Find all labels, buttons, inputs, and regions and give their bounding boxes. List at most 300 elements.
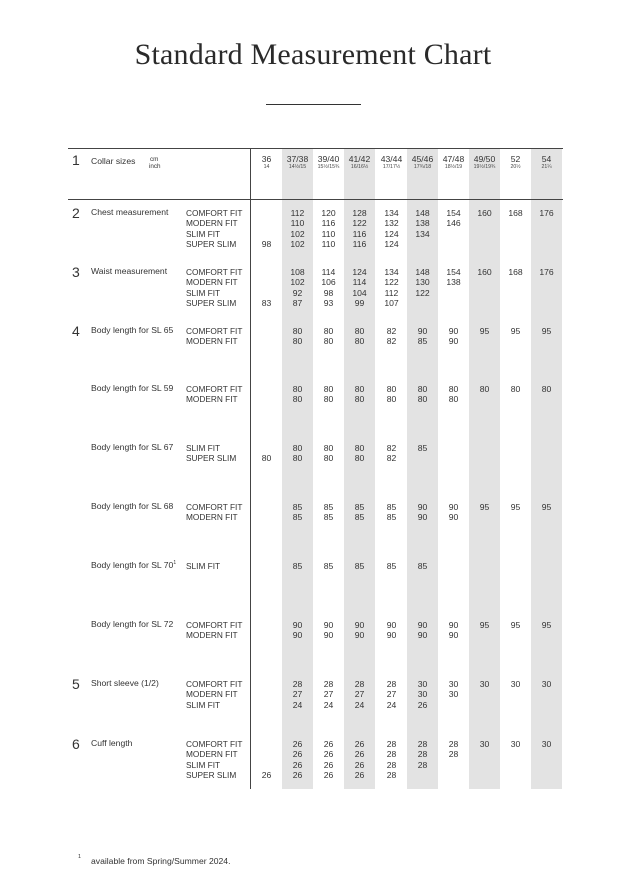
value-column [376,620,407,641]
value-column [469,679,500,689]
value-column [500,620,531,630]
measurement-value: 90 [354,620,365,630]
collar-size-cm: 36 [261,154,272,164]
measurement-value: 134 [384,267,399,277]
measurement-value: 154 [446,267,461,277]
value-column [407,679,438,710]
value-column [282,739,313,781]
value-column [469,620,500,630]
measurement-value: 128 [352,208,367,218]
measurement-value: 85 [292,561,303,571]
value-column [251,267,282,309]
measurement-value: 90 [354,630,365,641]
measurement-value: 99 [354,298,365,309]
fit-list [186,208,242,250]
value-column [282,502,313,523]
section-label-text: Body length for SL 68 [91,501,174,511]
fit-type: SLIM FIT [186,228,221,239]
measurement-value: 26 [323,759,334,770]
value-column [438,679,469,700]
measurement-value: 124 [352,267,367,277]
value-column [469,267,500,277]
measurement-value: 85 [354,512,365,523]
unit-inch: inch [149,163,161,170]
collar-size-cm: 45/46 [411,154,434,164]
measurement-value: 28 [417,739,428,749]
value-column [313,739,344,781]
measurement-value: 90 [448,630,459,641]
measurement-value: 120 [321,208,336,218]
measurement-value: 95 [479,326,490,336]
collar-size-header [438,154,469,171]
value-column [531,384,562,394]
table-top-rule [68,148,563,149]
value-column [376,739,407,781]
measurement-value: 85 [386,502,397,512]
measurement-value: 28 [386,749,397,760]
measurement-value: 30 [479,739,490,749]
measurement-value: 30 [448,679,459,689]
measurement-value: 30 [541,739,552,749]
measurement-value: 27 [354,689,365,700]
measurement-value: 80 [354,336,365,347]
fit-type: SUPER SLIM [186,298,237,309]
measurement-value: 134 [384,208,399,218]
measurement-value: 28 [292,679,303,689]
measurement-value: 138 [446,277,461,288]
value-column [344,561,375,571]
shaded-column [531,148,562,789]
section-number: 2 [72,205,80,221]
value-column [344,326,375,347]
measurement-value: 90 [417,620,428,630]
measurement-value: 95 [541,326,552,336]
value-column [469,739,500,749]
measurement-value: 90 [448,502,459,512]
measurement-value: 95 [510,502,521,512]
measurement-value: 90 [417,502,428,512]
measurement-value: 134 [415,228,430,239]
measurement-value: 138 [415,218,430,229]
measurement-value: 83 [261,298,272,309]
value-column [344,267,375,309]
section-label-text: Chest measurement [91,207,169,217]
value-column [251,443,282,464]
value-column [500,208,531,218]
collar-size-header [282,154,313,171]
collar-size-inch: 18½/19 [444,164,463,170]
measurement-value: 130 [415,277,430,288]
collar-size-inch: 17/17½ [382,164,401,170]
measurement-value: 90 [417,630,428,641]
collar-size-header [500,154,531,171]
measurement-value: 98 [323,287,334,298]
value-column [438,384,469,405]
value-column [282,384,313,405]
value-column [407,561,438,571]
measurement-value: 26 [354,770,365,781]
value-column [376,267,407,309]
section-label-text: Short sleeve (1/2) [91,678,159,688]
value-column [438,208,469,229]
measurement-value: 90 [292,620,303,630]
measurement-value: 80 [323,453,334,464]
fit-list [186,443,236,464]
value-column [469,208,500,218]
value-column [344,208,375,250]
measurement-value: 30 [417,689,428,700]
section-number: 5 [72,676,80,692]
section-label-text: Cuff length [91,738,133,748]
measurement-value [251,267,282,277]
measurement-value: 110 [321,228,336,239]
collar-size-header [469,154,500,171]
measurement-value [251,218,282,228]
measurement-value: 90 [292,630,303,641]
measurement-value: 80 [386,384,397,394]
value-column [313,443,344,464]
value-column [344,443,375,464]
measurement-value: 80 [354,453,365,464]
measurement-value: 80 [354,384,365,394]
fit-type: COMFORT FIT [186,384,243,394]
section-label-text: Waist measurement [91,266,168,276]
value-column [407,326,438,347]
measurement-value: 85 [323,502,334,512]
measurement-value: 80 [479,384,490,394]
measurement-value: 160 [477,208,492,218]
measurement-value: 90 [386,620,397,630]
measurement-value: 95 [510,326,521,336]
measurement-value [251,749,282,759]
measurement-value: 176 [539,267,554,277]
section-label-text: Body length for SL 59 [91,383,174,393]
measurement-value: 30 [541,679,552,689]
value-column [438,326,469,347]
fit-list [186,502,242,523]
value-column [282,208,313,250]
measurement-value: 80 [292,453,303,464]
measurement-value [251,760,282,770]
value-column [282,267,313,309]
measurement-value: 28 [323,679,334,689]
collar-size-inch: 19½/19¾ [473,164,496,170]
fit-type: SLIM FIT [186,287,221,298]
value-column [469,502,500,512]
measurement-value: 90 [323,620,334,630]
value-column [313,384,344,405]
collar-size-inch: 20½ [510,164,521,170]
measurement-value: 28 [417,749,428,760]
fit-type: SLIM FIT [186,759,221,770]
measurement-value: 168 [508,208,523,218]
measurement-value: 85 [323,512,334,523]
measurement-value: 80 [541,384,552,394]
measurement-value: 154 [446,208,461,218]
section-label [91,383,173,393]
measurement-value: 80 [448,384,459,394]
measurement-value: 26 [417,699,428,710]
value-column [344,739,375,781]
collar-size-inch: 17¾/18 [413,164,432,170]
value-column [407,739,438,770]
measurement-value: 24 [323,699,334,710]
fit-list [186,679,242,710]
footnote-text: available from Spring/Summer 2024. [91,856,231,866]
fit-type: MODERN FIT [186,336,238,347]
measurement-value: 90 [448,326,459,336]
measurement-value: 85 [323,561,334,571]
measurement-value: 80 [354,326,365,336]
measurement-value: 85 [292,502,303,512]
value-column [313,679,344,710]
fit-type: SLIM FIT [186,443,221,453]
measurement-value: 110 [321,239,336,250]
value-column [313,561,344,571]
measurement-value: 124 [384,239,399,250]
value-column [469,326,500,336]
section-label [91,738,132,748]
measurement-value: 90 [448,512,459,523]
collar-size-inch: 21¼ [541,164,552,170]
value-column [407,267,438,298]
measurement-value: 95 [541,620,552,630]
value-column [376,208,407,250]
collar-size-header [313,154,344,171]
collar-size-cm: 47/48 [442,154,465,164]
value-column [313,267,344,309]
measurement-value: 148 [415,208,430,218]
value-column [531,326,562,336]
value-column [438,620,469,641]
collar-size-cm: 43/44 [380,154,403,164]
measurement-value: 95 [479,502,490,512]
measurement-value: 95 [541,502,552,512]
measurement-value: 90 [448,620,459,630]
value-column [282,443,313,464]
value-column [531,739,562,749]
fit-type: MODERN FIT [186,689,238,700]
unit-legend [149,156,161,170]
section-label-text: Body length for SL 65 [91,325,174,335]
value-column [531,208,562,218]
measurement-value: 102 [290,228,305,239]
measurement-value: 28 [386,770,397,781]
value-column [282,679,313,710]
measurement-value: 30 [479,679,490,689]
measurement-value [251,208,282,218]
measurement-value: 85 [354,561,365,571]
measurement-value: 80 [386,394,397,405]
measurement-value: 90 [448,336,459,347]
measurement-value: 107 [384,298,399,309]
measurement-value: 112 [384,287,399,298]
measurement-value: 90 [386,630,397,641]
measurement-value: 80 [323,443,334,453]
measurement-value: 104 [352,287,367,298]
collar-size-cm: 39/40 [317,154,340,164]
measurement-value: 26 [261,770,272,781]
measurement-value: 124 [384,228,399,239]
value-column [251,739,282,781]
header-bottom-rule [68,199,563,200]
fit-list [186,739,242,781]
measurement-value: 24 [354,699,365,710]
measurement-value: 122 [352,218,367,229]
measurement-value: 28 [386,679,397,689]
value-column [531,502,562,512]
measurement-value: 80 [292,336,303,347]
collar-size-inch: 14½/15 [288,164,307,170]
measurement-value: 26 [354,739,365,749]
measurement-value: 108 [290,267,305,277]
measurement-value: 114 [321,267,336,277]
value-column [376,561,407,571]
value-column [251,208,282,250]
value-column [313,620,344,641]
collar-size-inch: 16/16½ [350,164,369,170]
measurement-value: 28 [448,749,459,760]
value-column [376,384,407,405]
measurement-value: 28 [448,739,459,749]
section-label [91,325,173,335]
measurement-value: 116 [352,239,367,250]
section-label [91,678,159,688]
measurement-value: 85 [417,443,428,453]
measurement-value: 80 [323,336,334,347]
measurement-value: 80 [292,326,303,336]
measurement-value: 85 [386,561,397,571]
value-column [500,679,531,689]
measurement-value: 80 [261,453,272,464]
measurement-value: 24 [386,699,397,710]
value-column [407,384,438,405]
collar-size-header [344,154,375,171]
fit-list [186,620,242,641]
collar-size-inch: 15½/15¾ [317,164,340,170]
measurement-value: 87 [292,298,303,309]
value-column [282,561,313,571]
measurement-value: 122 [415,287,430,298]
measurement-value: 26 [354,759,365,770]
measurement-value: 114 [352,277,367,288]
measurement-value [251,739,282,749]
unit-cm: cm [150,156,159,163]
measurement-value: 80 [448,394,459,405]
measurement-value: 106 [321,277,336,288]
measurement-value: 116 [352,228,367,239]
fit-type: COMFORT FIT [186,620,243,630]
value-column [376,443,407,464]
value-column [407,443,438,453]
footnote-mark: 1 [78,854,82,860]
value-column [344,384,375,405]
value-column [282,326,313,347]
measurement-value: 160 [477,267,492,277]
measurement-value: 82 [386,326,397,336]
measurement-value: 80 [292,443,303,453]
shaded-column [469,148,500,789]
collar-sizes-label: Collar sizes [91,156,136,166]
measurement-value: 85 [292,512,303,523]
value-column [438,739,469,760]
measurement-value: 30 [448,689,459,700]
value-column [500,502,531,512]
measurement-value: 116 [321,218,336,229]
measurement-value: 30 [417,679,428,689]
collar-size-cm: 37/38 [286,154,309,164]
fit-type: MODERN FIT [186,512,238,523]
measurement-value: 28 [417,759,428,770]
measurement-value: 80 [510,384,521,394]
measurement-value: 26 [354,749,365,760]
value-column [376,502,407,523]
fit-type: MODERN FIT [186,749,238,760]
collar-size-cm: 41/42 [348,154,371,164]
measurement-value: 28 [386,759,397,770]
measurement-value: 90 [417,326,428,336]
value-column [531,620,562,630]
measurement-value: 80 [354,394,365,405]
value-column [344,679,375,710]
section-number: 1 [72,152,80,168]
section-label [91,560,176,570]
measurement-value: 146 [446,218,461,229]
value-column [282,620,313,641]
value-column [438,502,469,523]
value-column [407,502,438,523]
measurement-value: 85 [354,502,365,512]
measurement-value: 176 [539,208,554,218]
fit-list [186,326,242,347]
measurement-value: 82 [386,453,397,464]
value-column [500,267,531,277]
measurement-value: 90 [417,512,428,523]
measurement-value: 26 [292,739,303,749]
measurement-value: 26 [292,749,303,760]
footnote-reference: 1 [173,560,177,567]
measurement-value: 95 [479,620,490,630]
fit-type: MODERN FIT [186,277,238,288]
measurement-value: 82 [386,336,397,347]
collar-size-header [531,154,562,171]
value-column [500,739,531,749]
value-column [376,679,407,710]
measurement-value: 95 [510,620,521,630]
section-number: 4 [72,323,80,339]
fit-type: COMFORT FIT [186,267,243,277]
measurement-value [251,277,282,287]
collar-size-header [407,154,438,171]
fit-type: COMFORT FIT [186,679,243,689]
section-label [91,207,168,217]
measurement-value: 80 [417,394,428,405]
fit-type: COMFORT FIT [186,502,243,512]
measurement-value: 26 [323,749,334,760]
measurement-value: 26 [292,770,303,781]
measurement-value: 80 [323,384,334,394]
value-column [344,620,375,641]
measurement-value: 112 [290,208,305,218]
value-column [313,326,344,347]
section-number: 6 [72,736,80,752]
value-column [313,502,344,523]
measurement-value: 85 [417,336,428,347]
measurement-value: 80 [292,384,303,394]
measurement-value: 148 [415,267,430,277]
measurement-value: 26 [323,770,334,781]
value-column [313,208,344,250]
